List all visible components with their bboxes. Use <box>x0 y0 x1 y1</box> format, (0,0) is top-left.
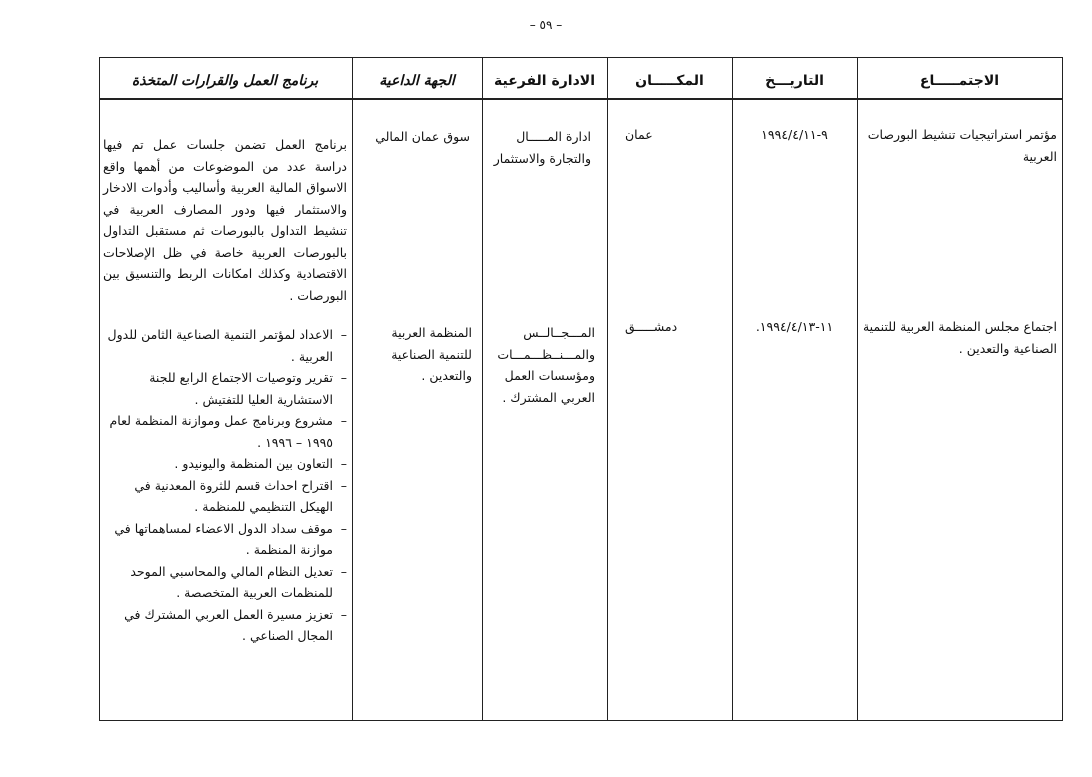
row2-meeting: اجتماع مجلس المنظمة العربية للتنمية الصناعية والتعدين . <box>862 319 1057 356</box>
list-item: – الاعداد لمؤتمر التنمية الصناعية الثامن للدول العربية . <box>103 324 347 367</box>
list-item: – تعديل النظام المالي والمحاسبي الموحد للمنظمات العربية المتخصصة . <box>103 561 347 604</box>
list-item: – مشروع وبرنامج عمل وموازنة المنظمة لعام ١٩٩٥ – ١٩٩٦ . <box>103 410 347 453</box>
list-item: – موقف سداد الدول الاعضاء لمساهماتها في موازنة المنظمة . <box>103 518 347 561</box>
header-meeting: الاجتمـــــاع <box>919 73 1000 89</box>
column-inviting-body <box>352 58 482 720</box>
list-item: – تعزيز مسيرة العمل العربي المشترك في المجال الصناعي . <box>103 604 347 647</box>
header-inviting-body: الجهة الداعية <box>379 73 455 89</box>
list-item: – التعاون بين المنظمة واليونيدو . <box>103 453 347 475</box>
page-number: – ٥٩ – <box>529 18 563 32</box>
row2-inviting-body: المنظمة العربية للتنمية الصناعية والتعدين . <box>391 325 472 383</box>
meetings-table <box>99 57 1063 721</box>
header-department: الادارة الفرعية <box>493 73 595 89</box>
column-date <box>732 58 857 720</box>
row1-meeting: مؤتمر استراتيجيات تنشيط البورصات العربية <box>867 127 1057 164</box>
row2-department: المـــجــالــس والمـــنــظـــمـــات ومؤسسات العمل العربي المشترك . <box>497 325 595 405</box>
column-place <box>607 58 732 720</box>
list-item: – تقرير وتوصيات الاجتماع الرابع للجنة الاستشارية العليا للتفتيش . <box>103 367 347 410</box>
header-date: التاريـــخ <box>765 73 824 89</box>
list-item: – اقتراح احداث قسم للثروة المعدنية في الهيكل التنظيمي للمنظمة . <box>103 475 347 518</box>
row1-program: برنامج العمل تضمن جلسات عمل تم فيها دراسة عدد من الموضوعات من أهمها واقع الاسواق المالية العربية وأساليب وأدوات الادخار والاستثمار فيها ودور المصارف العربية في تنشيط التداول بالبورصات ثم مستقبل التداول بالبورصات العربية خاصة في ظل الإصلاحات الاقتصادية وكذلك امكانات الربط والتنسيق بين البورصات . <box>103 137 347 303</box>
row1-inviting-body: سوق عمان المالي <box>375 129 470 144</box>
row1-date: ٩-١٩٩٤/٤/١١ <box>761 127 828 142</box>
header-program: برنامج العمل والقرارات المتخذة <box>131 73 319 89</box>
row2-date: ١١-١٩٩٤/٤/١٣. <box>755 319 834 334</box>
row2-program <box>98 324 352 647</box>
row1-department: ادارة المـــــال والتجارة والاستثمار <box>493 129 591 166</box>
row1-place: عمان <box>625 127 653 142</box>
row2-place: دمشـــــق <box>625 319 678 334</box>
table-header-row <box>100 64 1062 100</box>
row2-program-list <box>103 324 347 647</box>
header-place: المكـــــان <box>635 73 704 89</box>
